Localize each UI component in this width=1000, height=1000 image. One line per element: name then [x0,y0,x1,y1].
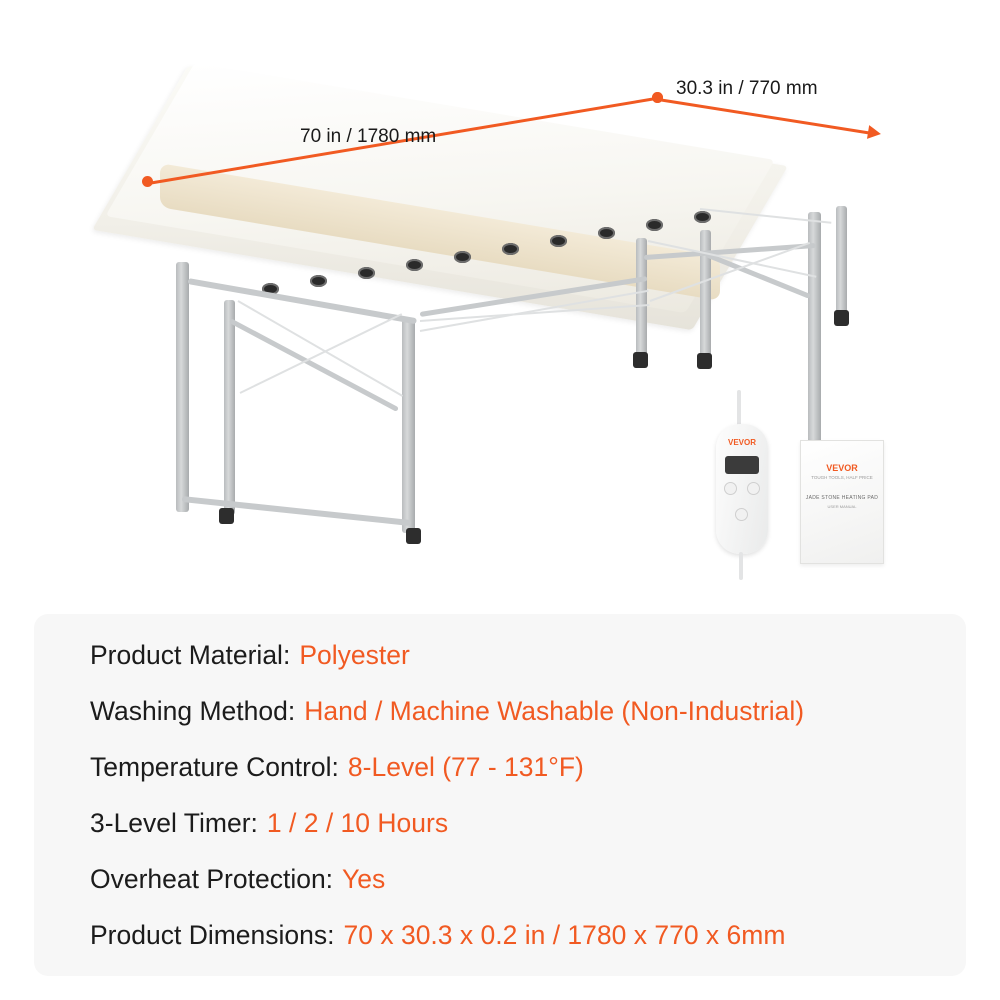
table-foot [219,508,234,524]
table-foot [406,528,421,544]
spec-row [34,640,966,696]
grommet [550,235,567,247]
grommet [598,227,615,239]
spec-label: Product Material: [90,640,291,670]
grommet [358,267,375,279]
frame-brace [187,278,417,324]
power-cord-lower [739,552,743,580]
manual-subtitle: USER MANUAL [827,504,857,509]
table-leg [176,262,189,512]
spec-value: 70 x 30.3 x 0.2 in / 1780 x 770 x 6mm [343,920,786,950]
user-manual [800,440,884,564]
frame-brace [182,496,411,526]
spec-value: 8-Level (77 - 131°F) [347,752,584,782]
spec-value: Polyester [299,640,410,670]
table-leg [224,300,235,515]
spec-row [34,864,966,920]
spec-row [34,920,966,976]
table-foot [633,352,648,368]
spec-value: Hand / Machine Washable (Non-Industrial) [304,696,805,726]
width-dimension-label: 30.3 in / 770 mm [676,78,818,99]
spec-row [34,696,966,752]
grommet [694,211,711,223]
spec-row [34,752,966,808]
width-dimension-line [658,98,874,135]
frame-brace [229,318,399,412]
temperature-controller [716,424,768,554]
manual-brand-label: VEVOR [826,463,858,473]
controller-heat-button [724,482,737,495]
spec-label: Temperature Control: [90,752,339,782]
spec-label: Overheat Protection: [90,864,334,894]
spec-value: 1 / 2 / 10 Hours [266,808,449,838]
specification-panel [34,614,966,976]
width-dimension-arrow [867,125,882,141]
table-foot [697,353,712,369]
controller-display [725,456,759,474]
controller-time-button [747,482,760,495]
length-dimension-label: 70 in / 1780 mm [300,126,437,147]
spec-label: Product Dimensions: [90,920,335,950]
manual-title: JADE STONE HEATING PAD [805,495,879,501]
table-leg [402,318,415,533]
table-foot [834,310,849,326]
grommet [454,251,471,263]
spec-label: Washing Method: [90,696,296,726]
spec-row [34,808,966,864]
controller-power-button [735,508,748,521]
grommet [310,275,327,287]
table-leg [836,206,847,316]
spec-label: 3-Level Timer: [90,808,258,838]
grommet [502,243,519,255]
spec-value: Yes [342,864,386,894]
grommet [406,259,423,271]
manual-brand-tagline: TOUGH TOOLS, HALF PRICE [811,475,873,480]
controller-brand-label: VEVOR [727,438,756,447]
grommet [646,219,663,231]
